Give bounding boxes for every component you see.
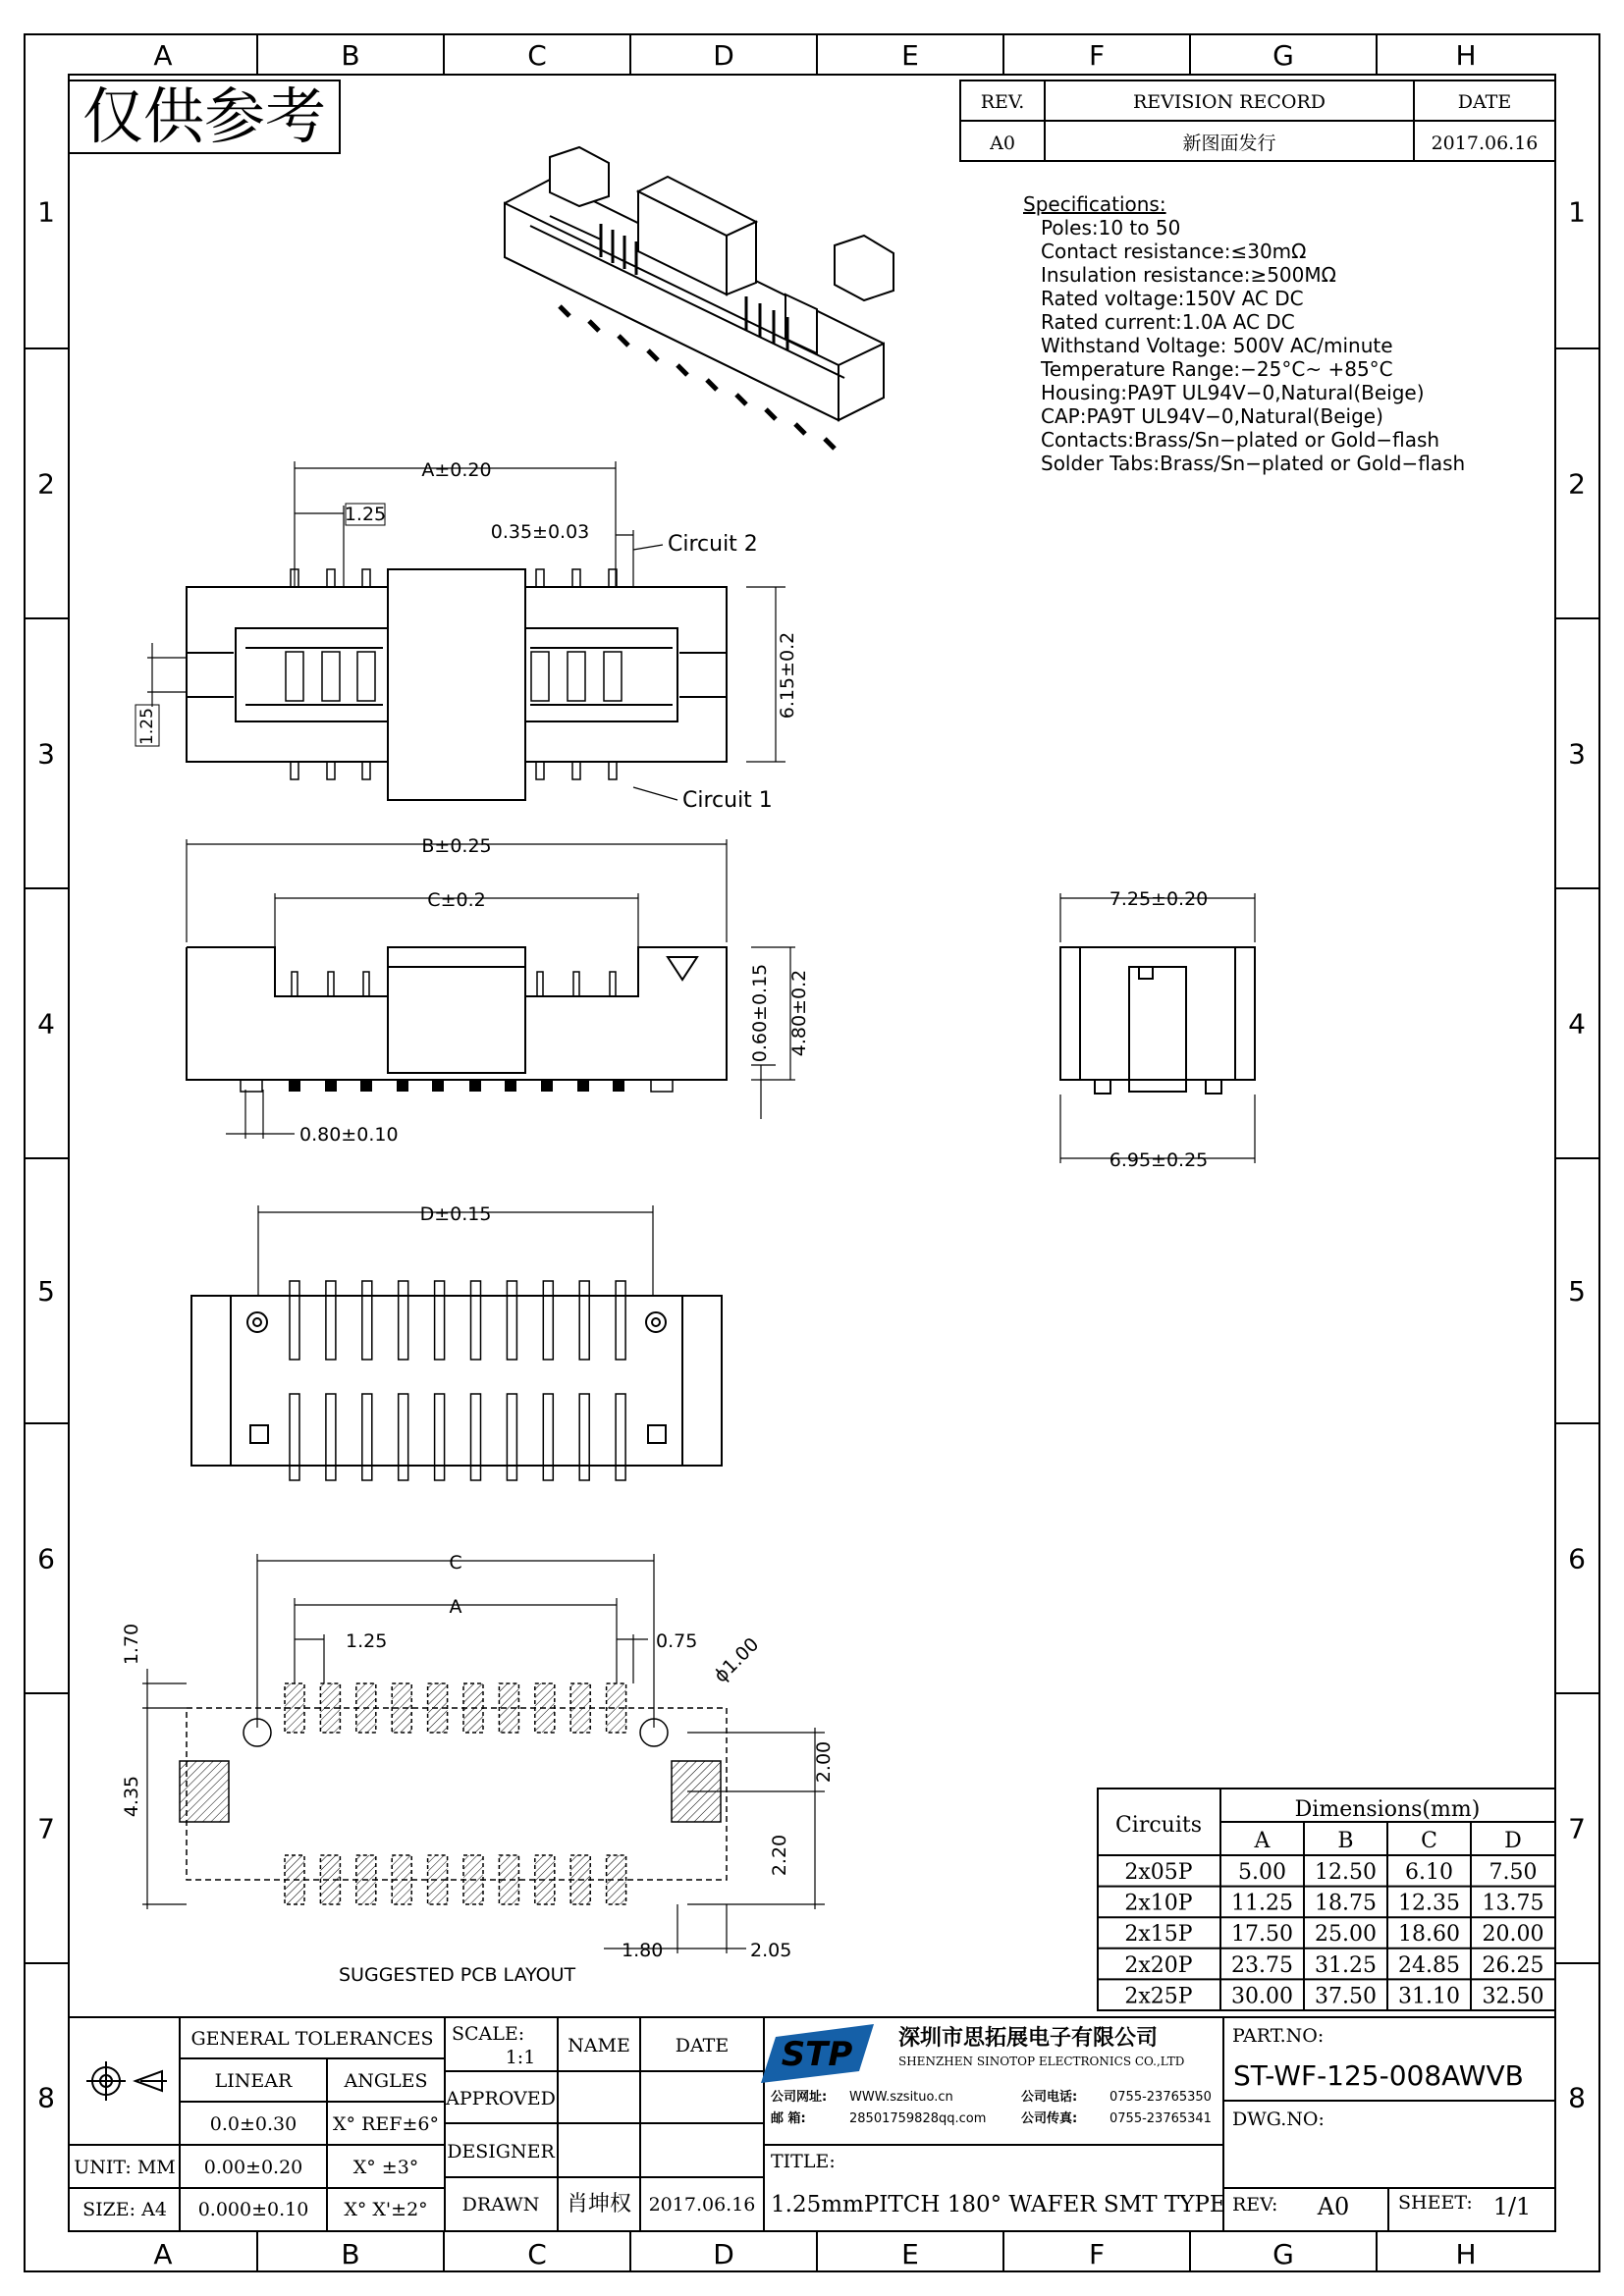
grid-row-label: 7: [37, 1812, 55, 1845]
tel-label: 公司电话:: [1021, 2090, 1078, 2105]
spec-lines: [1040, 216, 1465, 475]
bottom-view-pins: [290, 1281, 625, 1480]
part-number: ST-WF-125-008AWVB: [1233, 2059, 1524, 2092]
table-value: 5.00: [1238, 1860, 1286, 1885]
top-view: [187, 569, 727, 800]
specifications: [1023, 192, 1465, 475]
front-contact: [328, 972, 334, 996]
tel-value: 0755-23765350: [1110, 2090, 1212, 2105]
table-circuit: 2x25P: [1124, 1984, 1193, 2009]
bottom-pin-upper: [616, 1281, 625, 1360]
table-value: 13.75: [1482, 1891, 1544, 1916]
grid-col-label: H: [1455, 39, 1477, 72]
table-circuit: 2x15P: [1124, 1922, 1193, 1948]
angle-1: X° REF±6°: [333, 2113, 439, 2135]
table-col-header: C: [1421, 1829, 1437, 1853]
top-contact: [604, 652, 622, 701]
date-header-tb: DATE: [675, 2035, 730, 2056]
grid-row-label: 7: [1568, 1812, 1586, 1845]
front-foot: [541, 1080, 553, 1092]
top-pin-lower: [291, 762, 298, 779]
mail-value: 28501759828qq.com: [849, 2111, 987, 2126]
spec-line: Contact resistance:≤30mΩ: [1041, 240, 1307, 263]
connector-3d-view: [505, 147, 893, 420]
bottom-pin-lower: [616, 1394, 625, 1480]
spec-line: Solder Tabs:Brass/Sn−plated or Gold−flash: [1041, 452, 1466, 475]
iso-pin: [648, 350, 658, 360]
grid-col-label: A: [153, 39, 173, 72]
grid-col-label: C: [527, 2238, 547, 2270]
pcb-pad-upper: [607, 1683, 626, 1733]
spec-line: Rated voltage:150V AC DC: [1041, 287, 1304, 310]
front-foot: [325, 1080, 337, 1092]
grid-col-label: F: [1088, 39, 1106, 72]
iso-pin: [795, 424, 805, 434]
front-contact: [363, 972, 369, 996]
grid-row-label: 3: [37, 737, 55, 771]
front-tab: [241, 1080, 262, 1092]
front-contact: [610, 972, 616, 996]
grid-row-label: 6: [37, 1542, 55, 1575]
bottom-pin-lower: [326, 1394, 336, 1480]
front-view: [187, 947, 727, 1080]
revision-record-header: REVISION RECORD: [1133, 91, 1326, 113]
grid-row-label: 1: [1568, 195, 1586, 229]
pcb-dim-c: C: [449, 1552, 462, 1574]
bottom-pin-upper: [362, 1281, 372, 1360]
grid-col-label: F: [1088, 2238, 1106, 2270]
linear-1: 0.0±0.30: [209, 2113, 298, 2135]
bottom-pin-lower: [399, 1394, 408, 1480]
revision-desc: 新图面发行: [1182, 133, 1276, 154]
top-pin-upper: [362, 569, 370, 587]
pcb-dim-435: 4.35: [121, 1775, 142, 1818]
grid-col-label: D: [713, 39, 734, 72]
iso-pin: [766, 409, 776, 419]
grid-col-label: H: [1455, 2238, 1477, 2270]
spec-line: Contacts:Brass/Sn−plated or Gold−flash: [1041, 428, 1440, 452]
top-contact: [357, 652, 375, 701]
dim-c-tol: C±0.2: [427, 889, 486, 911]
revision-table: [960, 80, 1555, 161]
designer-label: DESIGNER: [447, 2141, 555, 2163]
watermark: 仅供参考: [81, 80, 327, 152]
table-value: 23.75: [1231, 1952, 1293, 1978]
pcb-pad-upper: [535, 1683, 555, 1733]
table-value: 31.25: [1315, 1952, 1377, 1978]
front-foot: [397, 1080, 408, 1092]
grid-col-label: E: [901, 2238, 919, 2270]
front-contact: [292, 972, 298, 996]
grid-row-label: 2: [1568, 467, 1586, 501]
table-col-header: A: [1254, 1829, 1271, 1853]
dim-080: 0.80±0.10: [299, 1124, 399, 1146]
pcb-pad-upper: [499, 1683, 518, 1733]
front-foot: [360, 1080, 372, 1092]
pcb-pad-lower: [356, 1855, 376, 1904]
top-pin-upper: [572, 569, 580, 587]
table-value: 18.60: [1398, 1922, 1460, 1948]
pcb-dim-hole: ϕ1.00: [709, 1633, 764, 1687]
spec-title: Specifications:: [1023, 192, 1166, 216]
pcb-dim-a: A: [449, 1596, 462, 1618]
pcb-pad-lower: [392, 1855, 411, 1904]
table-dims-header: Dimensions(mm): [1294, 1797, 1481, 1822]
front-contact: [537, 972, 543, 996]
grid-row-label: 3: [1568, 737, 1586, 771]
bottom-pin-lower: [471, 1394, 481, 1480]
spec-line: Insulation resistance:≥500MΩ: [1041, 263, 1336, 287]
table-circuit: 2x05P: [1124, 1860, 1193, 1885]
bottom-pin-upper: [399, 1281, 408, 1360]
dim-pin-width: 0.35±0.03: [490, 521, 590, 543]
logo-text: STP: [781, 2035, 853, 2074]
dim-b-tol: B±0.25: [421, 835, 492, 857]
front-tab: [651, 1080, 673, 1092]
pcb-dim-200: 2.00: [813, 1740, 835, 1784]
pcb-pad-upper: [428, 1683, 448, 1733]
pcb-pad-lower: [570, 1855, 590, 1904]
company-logo: [761, 2024, 874, 2083]
table-value: 24.85: [1398, 1952, 1460, 1978]
bottom-pin-upper: [471, 1281, 481, 1360]
top-pin-upper: [536, 569, 544, 587]
dim-height-615: 6.15±0.2: [777, 631, 798, 720]
pcb-pad-upper: [392, 1683, 411, 1733]
dwg-label: DWG.NO:: [1232, 2109, 1325, 2130]
bottom-pin-lower: [507, 1394, 516, 1480]
pcb-caption: SUGGESTED PCB LAYOUT: [339, 1964, 576, 1986]
bottom-pin-upper: [579, 1281, 589, 1360]
table-value: 32.50: [1482, 1984, 1544, 2009]
fax-value: 0755-23765341: [1110, 2111, 1212, 2126]
table-value: 17.50: [1231, 1922, 1293, 1948]
pcb-dim-180: 1.80: [622, 1940, 664, 1961]
iso-pin: [677, 365, 687, 375]
top-pin-lower: [609, 762, 617, 779]
rev-label-tb: REV:: [1232, 2194, 1278, 2216]
table-value: 18.75: [1315, 1891, 1377, 1916]
dimension-lines: [142, 461, 1255, 1953]
spec-line: CAP:PA9T UL94V−0,Natural(Beige): [1041, 404, 1383, 428]
table-value: 6.10: [1405, 1860, 1453, 1885]
pcb-pad-upper: [320, 1683, 340, 1733]
front-foot: [505, 1080, 516, 1092]
bottom-pin-lower: [435, 1394, 445, 1480]
linear-2: 0.00±0.20: [203, 2157, 303, 2178]
top-pin-lower: [327, 762, 335, 779]
bottom-pin-upper: [507, 1281, 516, 1360]
part-label: PART.NO:: [1232, 2025, 1325, 2047]
grid-col-label: G: [1272, 2238, 1294, 2270]
bottom-pin-upper: [326, 1281, 336, 1360]
pcb-pad-lower: [499, 1855, 518, 1904]
side-view: [1060, 947, 1255, 1094]
size-label: SIZE: A4: [82, 2199, 167, 2220]
front-foot: [469, 1080, 481, 1092]
pcb-pad-lower: [607, 1855, 626, 1904]
title-block-text: [74, 2023, 1531, 2220]
top-pin-lower: [536, 762, 544, 779]
table-circuit: 2x20P: [1124, 1952, 1193, 1978]
label-circuit-2: Circuit 2: [668, 532, 758, 557]
bottom-pin-lower: [579, 1394, 589, 1480]
rev-header: REV.: [980, 91, 1025, 113]
bottom-view: [191, 1296, 722, 1466]
pcb-pad-lower: [535, 1855, 555, 1904]
table-col-header: B: [1337, 1829, 1354, 1853]
pcb-dim-220: 2.20: [769, 1834, 790, 1877]
linear-label: LINEAR: [214, 2070, 293, 2092]
front-foot: [613, 1080, 624, 1092]
scale-label: SCALE:: [452, 2023, 525, 2045]
date-header: DATE: [1457, 91, 1512, 113]
scale-value: 1:1: [505, 2047, 536, 2068]
iso-pin: [619, 336, 628, 346]
grid-row-label: 4: [1568, 1007, 1586, 1041]
iso-pin: [707, 380, 717, 390]
rev-value: A0: [990, 133, 1015, 154]
grid-col-label: A: [153, 2238, 173, 2270]
unit-label: UNIT: MM: [74, 2157, 176, 2178]
sheet-value: 1/1: [1492, 2193, 1532, 2220]
pcb-pad-upper: [463, 1683, 483, 1733]
pcb-pad-lower: [463, 1855, 483, 1904]
table-value: 31.10: [1398, 1984, 1460, 2009]
table-circuits-header: Circuits: [1114, 1813, 1203, 1838]
pcb-dim-205: 2.05: [750, 1940, 792, 1961]
grid-col-label: C: [527, 39, 547, 72]
bottom-pin-upper: [435, 1281, 445, 1360]
pcb-pad-upper: [570, 1683, 590, 1733]
grid-row-label: 8: [37, 2081, 55, 2114]
angle-3: X° X'±2°: [344, 2199, 428, 2220]
bottom-pin-lower: [362, 1394, 372, 1480]
angles-label: ANGLES: [344, 2070, 428, 2092]
front-foot: [577, 1080, 589, 1092]
top-pin-lower: [572, 762, 580, 779]
dim-725: 7.25±0.20: [1109, 888, 1209, 910]
iso-pin: [736, 395, 746, 404]
rev-value-tb: A0: [1317, 2193, 1350, 2220]
pcb-pad-lower: [320, 1855, 340, 1904]
drawn-name: 肖坤权: [566, 2192, 632, 2216]
pcb-dim-075: 0.75: [656, 1630, 698, 1652]
table-value: 26.25: [1482, 1952, 1544, 1978]
iso-pin: [589, 321, 599, 331]
company-name-en: SHENZHEN SINOTOP ELECTRONICS CO.,LTD: [898, 2055, 1185, 2068]
dimensions-table: [1098, 1789, 1555, 2010]
bottom-pin-lower: [543, 1394, 553, 1480]
pcb-dim-125: 1.25: [346, 1630, 388, 1652]
top-contact: [322, 652, 340, 701]
dim-d-tol: D±0.15: [419, 1203, 492, 1225]
dim-695: 6.95±0.25: [1109, 1149, 1209, 1171]
table-circuit: 2x10P: [1124, 1891, 1193, 1916]
front-contact: [573, 972, 579, 996]
approved-label: APPROVED: [446, 2088, 556, 2109]
company-name-cn: 深圳市思拓展电子有限公司: [898, 2026, 1159, 2051]
web-value: WWW.szsituo.cn: [849, 2090, 953, 2105]
spec-line: Poles:10 to 50: [1041, 216, 1181, 240]
angle-2: X° ±3°: [352, 2157, 419, 2178]
general-tolerances: GENERAL TOLERANCES: [190, 2028, 434, 2050]
grid-col-label: B: [341, 39, 360, 72]
table-value: 30.00: [1231, 1984, 1293, 2009]
spec-line: Housing:PA9T UL94V−0,Natural(Beige): [1041, 381, 1425, 404]
front-foot: [432, 1080, 444, 1092]
pcb-pad-upper: [285, 1683, 304, 1733]
mail-label: 邮 箱:: [771, 2111, 806, 2126]
spec-line: Rated current:1.0A AC DC: [1041, 310, 1295, 334]
web-label: 公司网址:: [771, 2090, 828, 2105]
table-col-header: D: [1504, 1829, 1522, 1853]
dim-pitch: 1.25: [344, 504, 387, 525]
grid-row-label: 8: [1568, 2081, 1586, 2114]
grid-col-label: B: [341, 2238, 360, 2270]
pcb-dim-170: 1.70: [121, 1623, 142, 1666]
grid-row-label: 1: [37, 195, 55, 229]
top-contact: [286, 652, 303, 701]
front-foot: [289, 1080, 300, 1092]
table-value: 7.50: [1489, 1860, 1538, 1885]
name-header: NAME: [568, 2035, 630, 2056]
grid-row-label: 6: [1568, 1542, 1586, 1575]
spec-line: Temperature Range:−25°C~ +85°C: [1041, 357, 1393, 381]
spec-line: Withstand Voltage: 500V AC/minute: [1041, 334, 1393, 357]
revision-date: 2017.06.16: [1431, 133, 1539, 154]
title-label: TITLE:: [771, 2151, 836, 2172]
dim-480: 4.80±0.2: [788, 969, 810, 1057]
dim-060: 0.60±0.15: [749, 963, 771, 1063]
linear-3: 0.000±0.10: [197, 2199, 309, 2220]
top-contact: [568, 652, 585, 701]
bottom-pin-upper: [290, 1281, 299, 1360]
pcb-pad-upper: [356, 1683, 376, 1733]
grid-row-label: 5: [1568, 1275, 1586, 1308]
table-value: 20.00: [1482, 1922, 1544, 1948]
pcb-pad-lower: [285, 1855, 304, 1904]
table-value: 37.50: [1315, 1984, 1377, 2009]
table-value: 11.25: [1231, 1891, 1293, 1916]
grid-col-label: E: [901, 39, 919, 72]
iso-pin: [560, 306, 569, 316]
iso-pin: [825, 439, 835, 449]
top-pin-upper: [327, 569, 335, 587]
grid-col-label: G: [1272, 39, 1294, 72]
drawn-label: DRAWN: [461, 2194, 540, 2216]
pcb-pad-lower: [428, 1855, 448, 1904]
table-value: 12.35: [1398, 1891, 1460, 1916]
table-value: 12.50: [1315, 1860, 1377, 1885]
drawn-date: 2017.06.16: [648, 2194, 756, 2216]
top-contact: [531, 652, 549, 701]
grid-col-label: D: [713, 2238, 734, 2270]
tolerance-symbol: [86, 2061, 167, 2101]
grid-row-label: 4: [37, 1007, 55, 1041]
dim-a-tol: A±0.20: [421, 459, 492, 481]
bottom-pin-lower: [290, 1394, 299, 1480]
pcb-pads: [285, 1683, 626, 1904]
pcb-layout: [180, 1708, 727, 1880]
sheet-label: SHEET:: [1398, 2192, 1473, 2214]
label-circuit-1: Circuit 1: [682, 788, 773, 813]
table-value: 25.00: [1315, 1922, 1377, 1948]
dim-side-125: 1.25: [137, 708, 157, 745]
dimension-texts: [121, 459, 1208, 1986]
grid-row-label: 5: [37, 1275, 55, 1308]
grid-row-label: 2: [37, 467, 55, 501]
drawing-title: 1.25mmPITCH 180° WAFER SMT TYPE: [771, 2192, 1226, 2217]
top-pin-lower: [362, 762, 370, 779]
bottom-pin-upper: [543, 1281, 553, 1360]
fax-label: 公司传真:: [1021, 2111, 1078, 2126]
